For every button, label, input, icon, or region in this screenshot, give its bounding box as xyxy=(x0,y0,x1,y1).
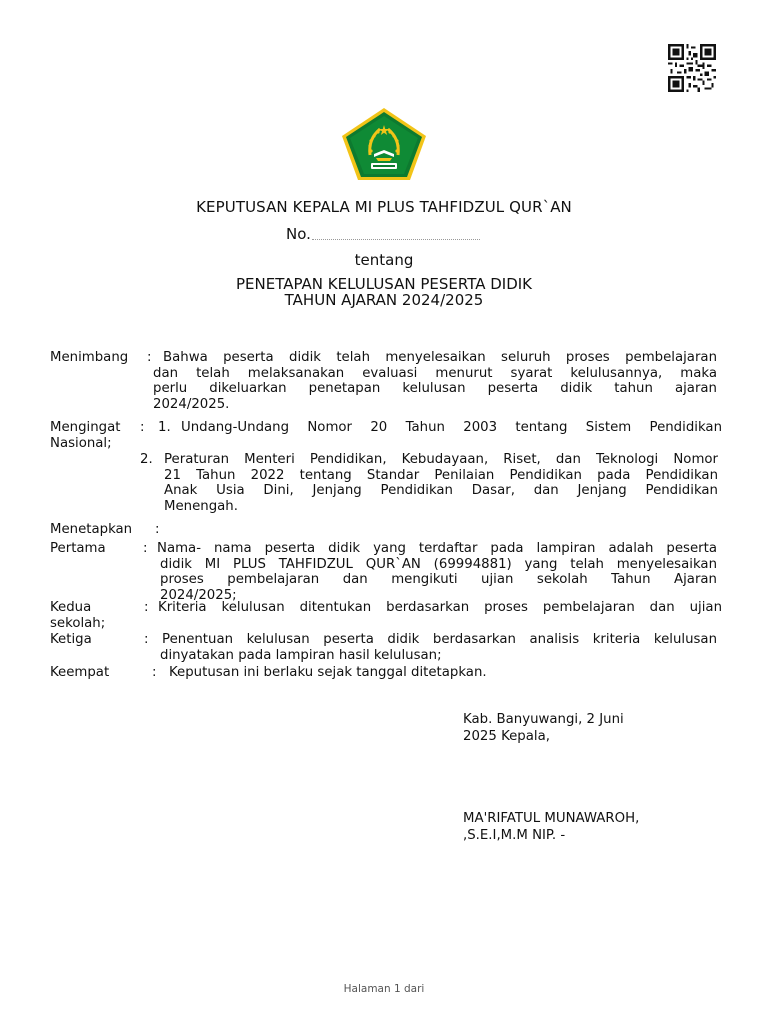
document-subject xyxy=(0,276,768,308)
text-line: Undang-Undang Nomor 20 Tahun 2003 tentang Sistem Pendidikan xyxy=(181,420,722,435)
text-line: Anak Usia Dini, Jenjang Pendidikan Dasar, dan Jenjang Pendidikan xyxy=(164,483,718,498)
text-line: didik MI PLUS TAHFIDZUL QUR`AN (69994881) yang telah menyelesaikan xyxy=(160,556,717,572)
ketiga-text-cont: dinyatakan pada lampiran hasil kelulusan; xyxy=(160,647,442,663)
mengingat-item-2 xyxy=(164,452,718,514)
pertama-colon: : xyxy=(143,541,148,556)
kedua-text-cont: sekolah; xyxy=(50,615,106,631)
ketiga-text xyxy=(144,632,717,648)
mengingat-item-number: 2. xyxy=(140,452,153,467)
place-date-line: Kab. Banyuwangi, 2 Juni xyxy=(463,712,624,727)
page-footer: Halaman 1 dari xyxy=(343,983,425,995)
pertama-label: Pertama xyxy=(50,541,106,556)
ketiga-label: Ketiga xyxy=(50,632,92,647)
kedua-colon: : xyxy=(144,600,149,615)
document-title: KEPUTUSAN KEPALA MI PLUS TAHFIDZUL QUR`AN xyxy=(196,198,572,216)
text-line: dan telah melaksanakan evaluasi menurut syarat kelulusannya, maka xyxy=(153,365,717,381)
text-line: 21 Tahun 2022 tentang Standar Penilaian Pendidikan pada Pendidikan xyxy=(164,467,718,483)
menimbang-label: Menimbang xyxy=(50,350,129,365)
qr-code xyxy=(666,44,718,92)
pertama-text-cont xyxy=(160,557,717,604)
keempat-text: Keputusan ini berlaku sejak tanggal ditetapkan. xyxy=(169,665,487,680)
text-line xyxy=(144,632,717,648)
text-line: perlu dikeluarkan penetapan kelulusan peserta didik tahun ajaran xyxy=(153,381,717,396)
ketiga-first-line: Penentuan kelulusan peserta didik berdasarkan analisis kriteria kelulusan xyxy=(162,632,717,647)
mengingat-label: Mengingat xyxy=(50,420,121,435)
text-line: Kriteria kelulusan ditentukan berdasarkan proses pembelajaran dan ujian xyxy=(158,600,722,615)
subject-line: TAHUN AJARAN 2024/2025 xyxy=(284,291,484,309)
signatory-name: MA'RIFATUL MUNAWAROH, xyxy=(463,811,640,826)
text-line: Peraturan Menteri Pendidikan, Kebudayaan, Riset, dan Teknologi Nomor xyxy=(164,452,718,467)
mengingat-item-1-cont: Nasional; xyxy=(50,435,112,451)
keempat-label: Keempat xyxy=(50,665,110,680)
mengingat-item-1 xyxy=(181,420,722,436)
text-line: 2024/2025; xyxy=(160,587,237,603)
number-blank-line xyxy=(312,238,480,240)
text-line: Nama- nama peserta didik yang terdaftar pada lampiran adalah peserta xyxy=(157,541,717,556)
kemenag-logo-icon xyxy=(340,107,428,181)
menimbang-colon: : xyxy=(147,350,152,365)
text-line: Bahwa peserta didik telah menyelesaikan seluruh proses pembelajaran xyxy=(163,350,717,365)
menimbang-text-cont xyxy=(153,366,717,413)
mengingat-item-number: 1. xyxy=(158,420,171,435)
text-line: Menengah. xyxy=(164,498,238,514)
kedua-label: Kedua xyxy=(50,600,92,615)
signatory xyxy=(463,810,639,844)
keempat-colon: : xyxy=(152,665,157,680)
position-line: 2025 Kepala, xyxy=(463,729,550,744)
signatory-title-nip: ,S.E.I,M.M NIP. - xyxy=(463,828,566,843)
text-line: 2024/2025. xyxy=(153,396,230,412)
menetapkan-colon: : xyxy=(155,522,160,537)
kedua-text xyxy=(158,600,722,616)
document-number xyxy=(286,225,480,243)
ketiga-colon: : xyxy=(144,632,149,647)
subject-line: PENETAPAN KELULUSAN PESERTA DIDIK xyxy=(235,275,533,293)
number-label: No. xyxy=(286,225,311,243)
signature-place-date xyxy=(463,711,624,745)
pertama-text xyxy=(157,541,717,557)
menetapkan-label: Menetapkan xyxy=(50,522,133,537)
about-label: tentang xyxy=(354,251,414,269)
mengingat-colon: : xyxy=(140,420,145,435)
menimbang-text xyxy=(163,350,717,366)
text-line: proses pembelajaran dan mengikuti ujian sekolah Tahun Ajaran xyxy=(160,572,717,587)
